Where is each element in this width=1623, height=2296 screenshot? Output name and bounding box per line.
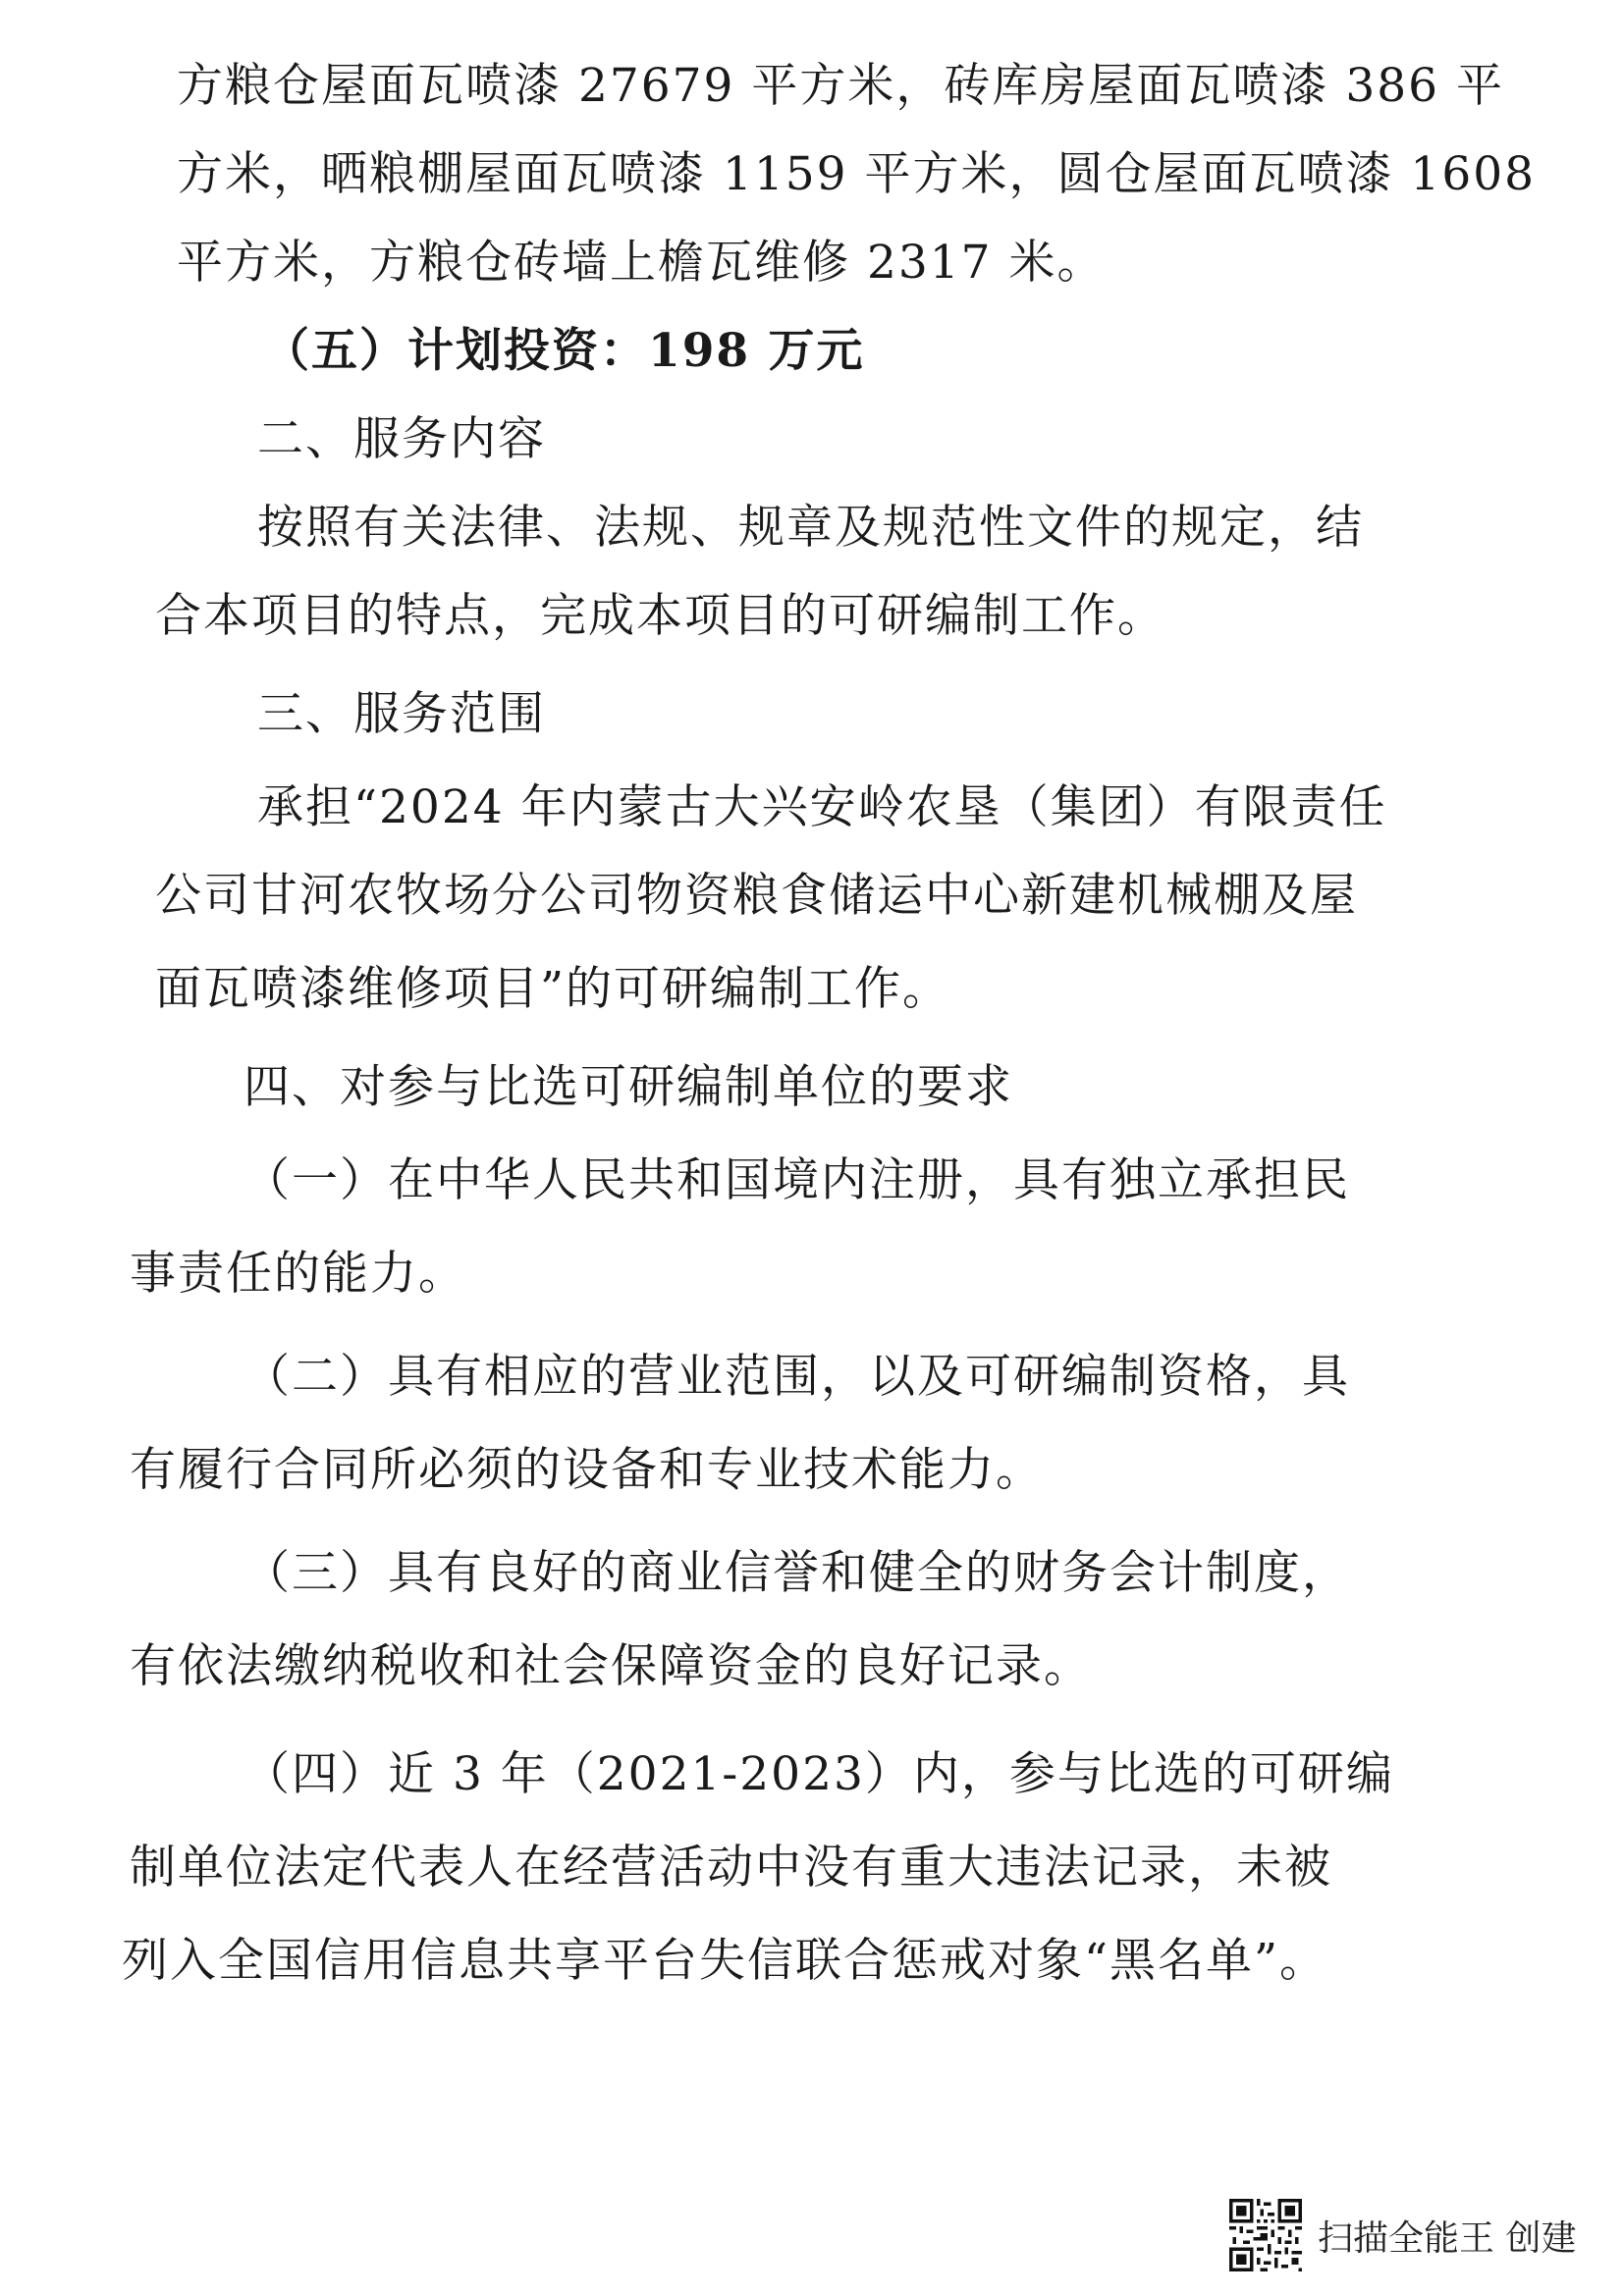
text-line-19: （四）近 3 年（2021-2023）内，参与比选的可研编 bbox=[243, 1747, 1394, 1801]
text-line-15: （二）具有相应的营业范围，以及可研编制资格，具 bbox=[243, 1350, 1350, 1404]
text-line-3: 平方米，方粮仓砖墙上檐瓦维修 2317 米。 bbox=[177, 236, 1106, 290]
text-line-7: 合本项目的特点，完成本项目的可研编制工作。 bbox=[155, 589, 1165, 643]
text-line-11: 面瓦喷漆维修项目”的可研编制工作。 bbox=[155, 962, 951, 1016]
text-line-14: 事责任的能力。 bbox=[130, 1247, 466, 1301]
text-line-17: （三）具有良好的商业信誉和健全的财务会计制度， bbox=[243, 1546, 1350, 1600]
scanner-app-label: 扫描全能王 创建 bbox=[1318, 2217, 1577, 2259]
section-heading-requirements: 四、对参与比选可研编制单位的要求 bbox=[243, 1060, 1013, 1114]
text-line-2: 方米，晒粮棚屋面瓦喷漆 1159 平方米，圆仓屋面瓦喷漆 1608 bbox=[177, 147, 1537, 201]
text-line-18: 有依法缴纳税收和社会保障资金的良好记录。 bbox=[130, 1639, 1092, 1693]
qr-code-icon bbox=[1229, 2199, 1302, 2271]
text-line-21: 列入全国信用信息共享平台失信联合惩戒对象“黑名单”。 bbox=[122, 1934, 1328, 1988]
section-heading-service-content: 二、服务内容 bbox=[257, 412, 546, 466]
text-line-20: 制单位法定代表人在经营活动中没有重大违法记录，未被 bbox=[130, 1841, 1332, 1895]
scanner-watermark bbox=[1229, 2196, 1576, 2274]
section-heading-service-scope: 三、服务范围 bbox=[257, 687, 546, 741]
text-line-9: 承担“2024 年内蒙古大兴安岭农垦（集团）有限责任 bbox=[257, 780, 1387, 834]
text-line-1: 方粮仓屋面瓦喷漆 27679 平方米，砖库房屋面瓦喷漆 386 平 bbox=[177, 59, 1504, 113]
section-planned-investment: （五）计划投资：198 万元 bbox=[263, 324, 865, 378]
text-line-16: 有履行合同所必须的设备和专业技术能力。 bbox=[130, 1443, 1044, 1497]
text-line-6: 按照有关法律、法规、规章及规范性文件的规定，结 bbox=[257, 501, 1364, 555]
text-line-10: 公司甘河农牧场分公司物资粮食储运中心新建机械棚及屋 bbox=[155, 869, 1358, 923]
text-line-13: （一）在中华人民共和国境内注册，具有独立承担民 bbox=[243, 1153, 1350, 1207]
